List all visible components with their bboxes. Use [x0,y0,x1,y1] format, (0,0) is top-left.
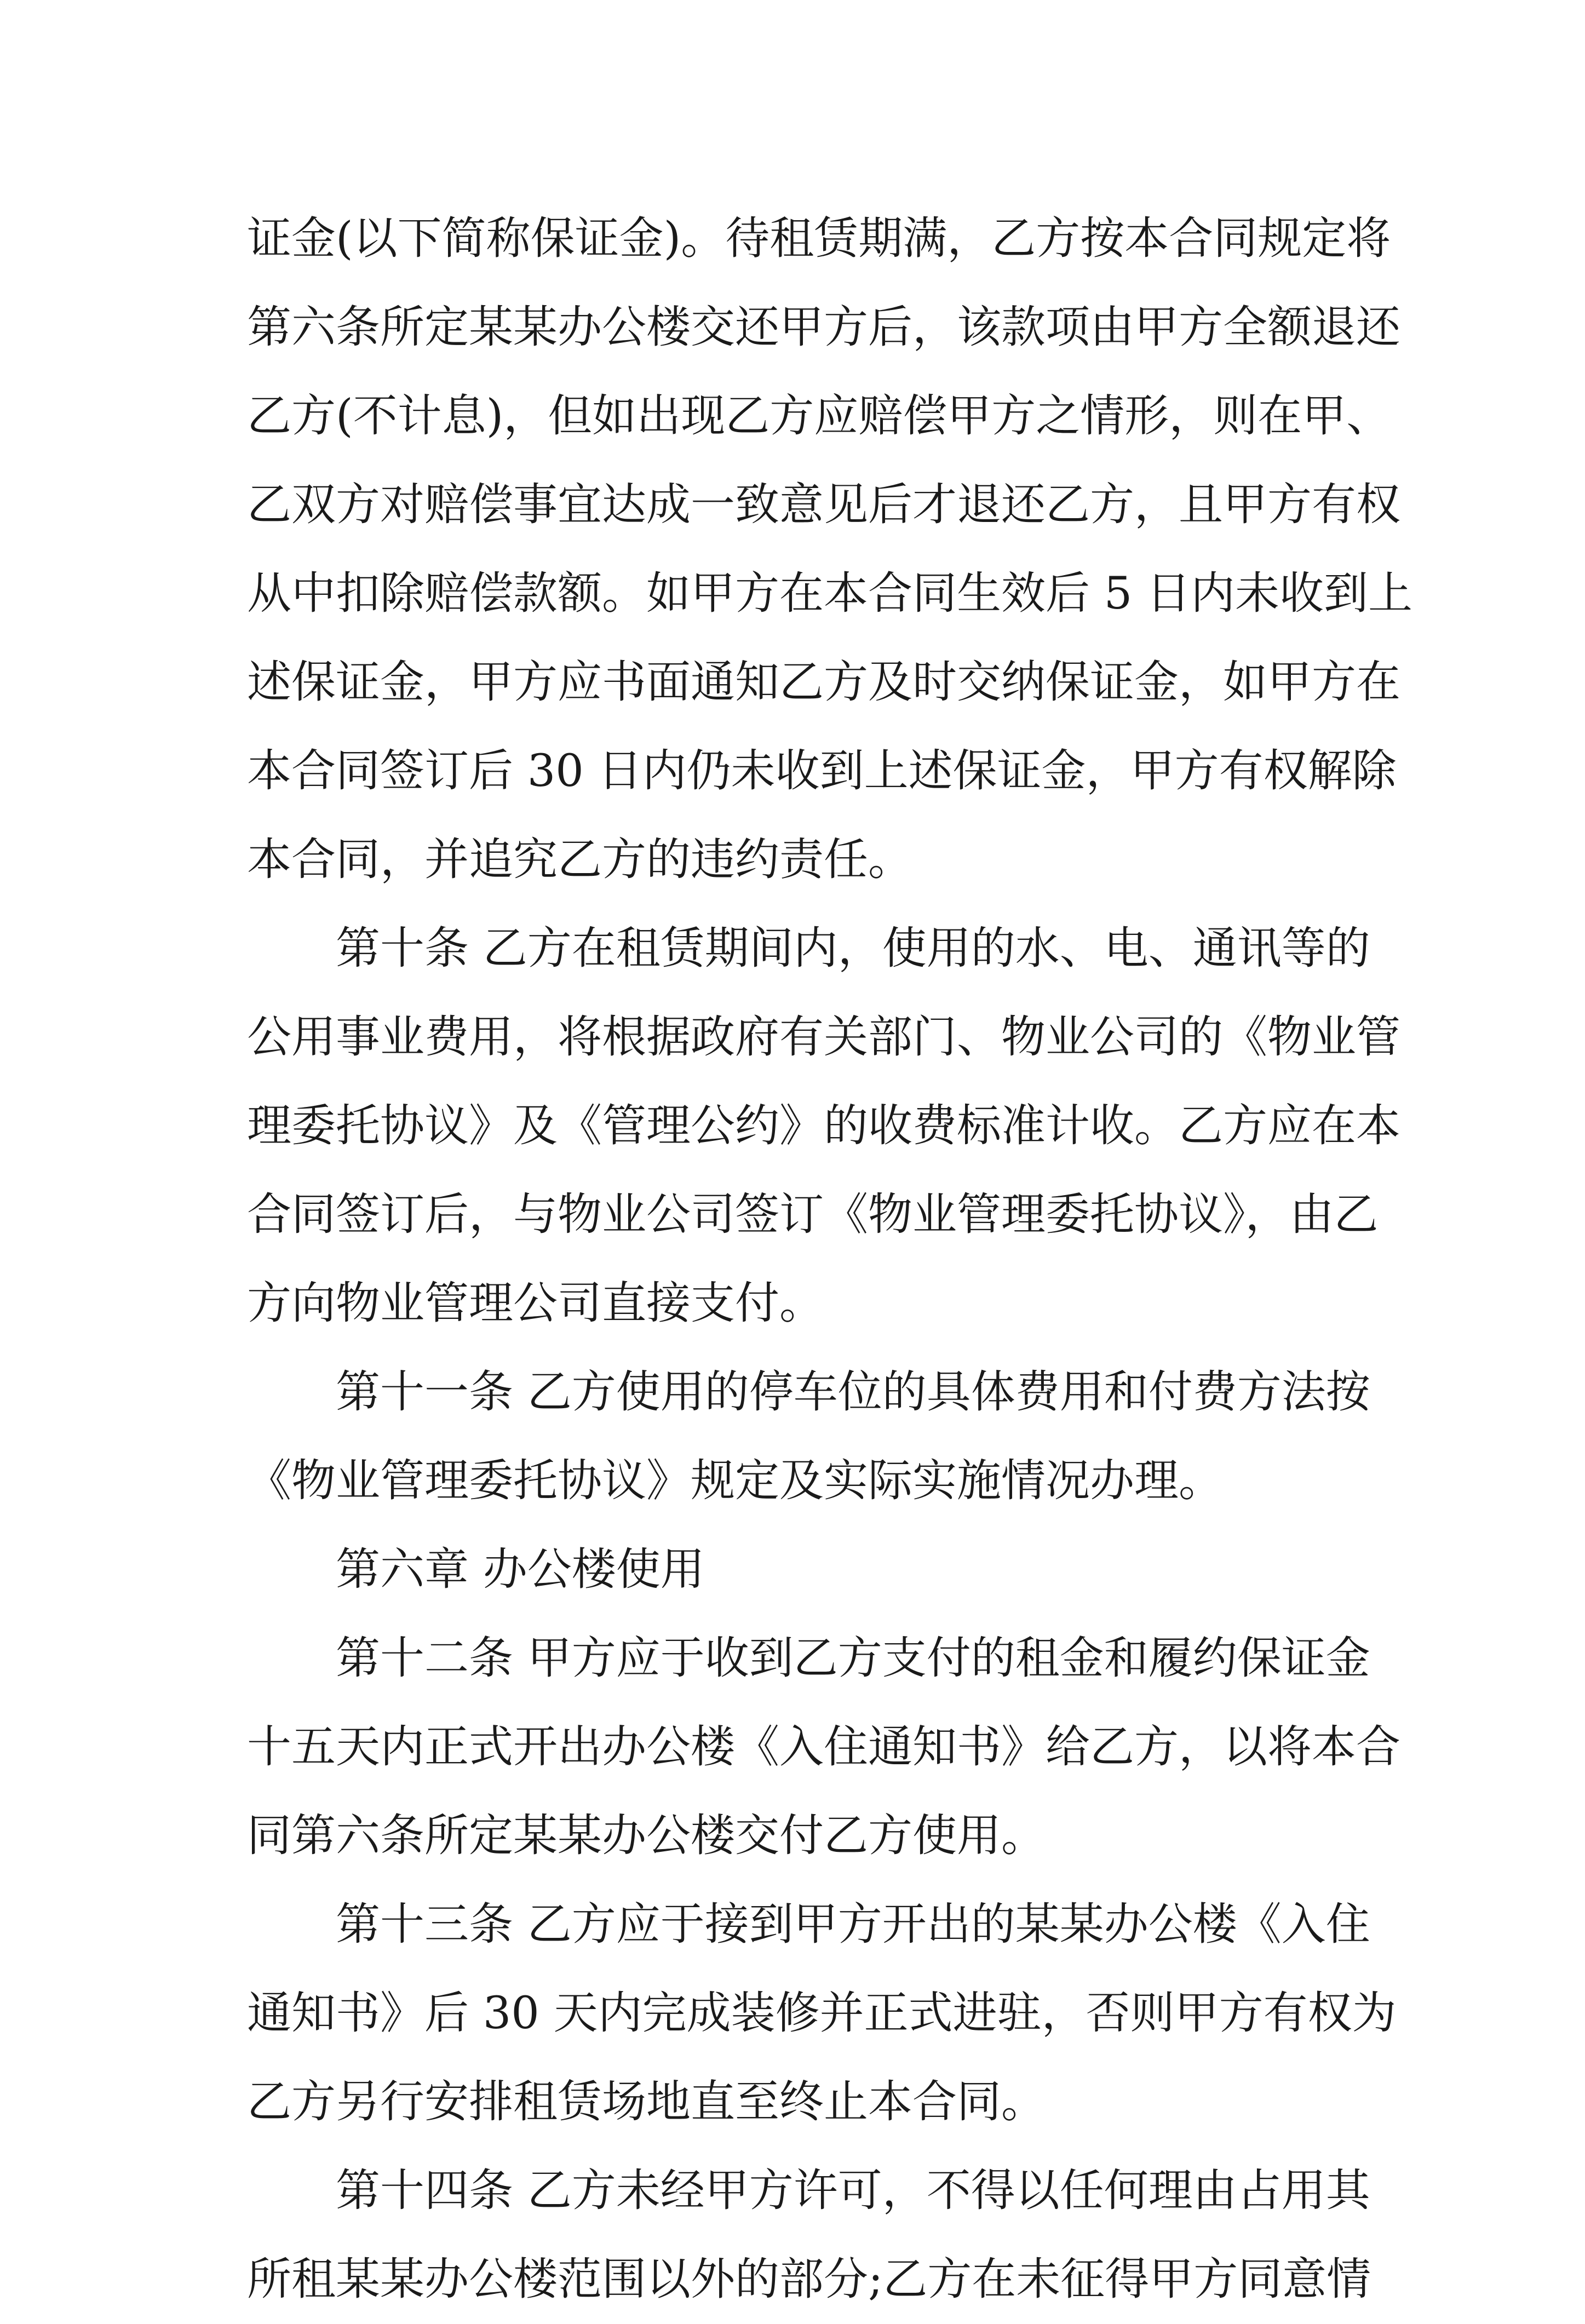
text-line: 第十条 乙方在租赁期间内，使用的水、电、通讯等的 [336,923,1370,974]
text-line: 公用事业费用，将根据政府有关部门、物业公司的《物业管 [247,1012,1401,1063]
paragraph-article-13 [247,1880,1397,2147]
text-line: 本合同，并追究乙方的违约责任。 [247,834,913,886]
text-line: 同第六条所定某某办公楼交付乙方使用。 [247,1810,1046,1862]
text-line: 从中扣除赔偿款额。如甲方在本合同生效后 5 日内未收到上 [247,568,1413,619]
text-line: 第六条所定某某办公楼交还甲方后，该款项由甲方全额退还 [247,302,1401,353]
text-line: 第十四条 乙方未经甲方许可，不得以任何理由占用其 [336,2165,1370,2217]
text-line: 乙双方对赔偿事宜达成一致意见后才退还乙方，且甲方有权 [247,479,1401,531]
text-line: 证金(以下简称保证金)。待租赁期满，乙方按本合同规定将 [247,213,1391,265]
paragraph-article-12 [247,1614,1401,1880]
text-line: 通知书》后 30 天内完成装修并正式进驻，否则甲方有权为 [247,1988,1397,2039]
text-line: 述保证金，甲方应书面通知乙方及时交纳保证金，如甲方在 [247,657,1401,708]
text-line: 本合同签订后 30 日内仍未收到上述保证金，甲方有权解除 [247,745,1397,797]
chapter-heading [247,1525,1354,1614]
text-line: 所租某某办公楼范围以外的部分;乙方在未征得甲方同意情 [247,2254,1371,2305]
document-body [247,194,1413,2324]
paragraph-article-10 [247,904,1401,1348]
paragraph-deposit [247,194,1413,904]
text-line: 理委托协议》及《管理公约》的收费标准计收。乙方应在本 [247,1100,1401,1152]
text-line: 第十一条 乙方使用的停车位的具体费用和付费方法按 [336,1367,1370,1418]
text-line: 第六章 办公楼使用 [336,1544,705,1596]
text-line: 第十二条 甲方应于收到乙方支付的租金和履约保证金 [336,1633,1370,1684]
paragraph-article-11 [247,1348,1370,1525]
text-line: 十五天内正式开出办公楼《入住通知书》给乙方，以将本合 [247,1722,1401,1773]
text-line: 方向物业管理公司直接支付。 [247,1278,824,1329]
text-line: 合同签订后，与物业公司签订《物业管理委托协议》，由乙 [247,1189,1379,1241]
paragraph-article-14 [247,2147,1371,2324]
text-line: 乙方(不计息)，但如出现乙方应赔偿甲方之情形，则在甲、 [247,391,1391,442]
text-line: 《物业管理委托协议》规定及实际实施情况办理。 [247,1455,1224,1507]
text-line: 乙方另行安排租赁场地直至终止本合同。 [247,2076,1046,2128]
text-line: 第十三条 乙方应于接到甲方开出的某某办公楼《入住 [336,1899,1370,1950]
